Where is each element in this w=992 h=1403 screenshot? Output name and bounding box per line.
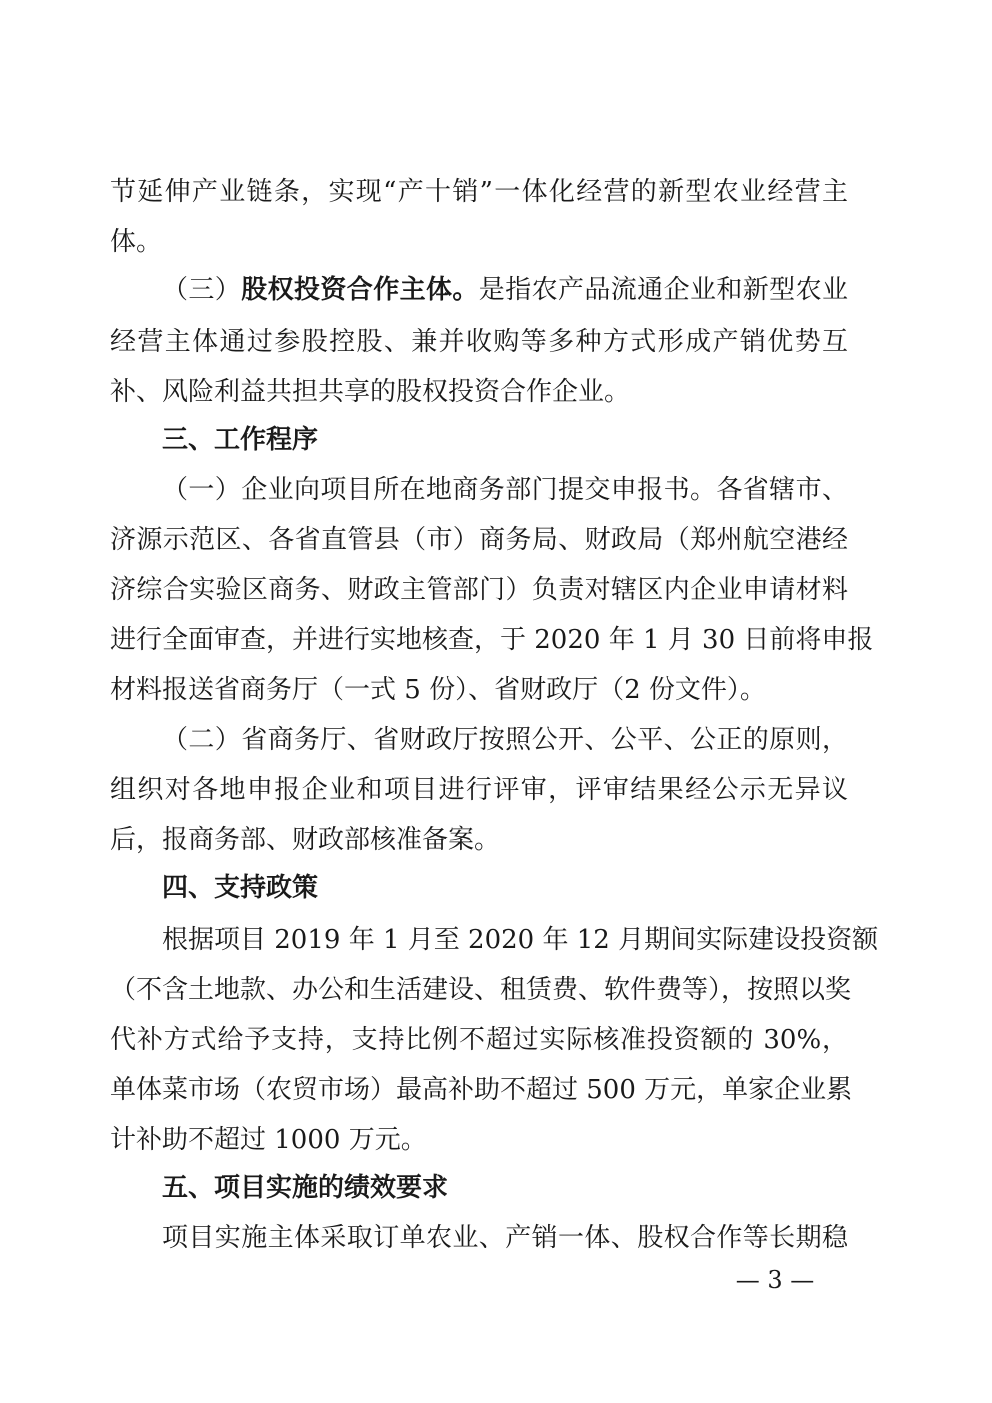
section-heading: 四、支持政策 [162, 873, 319, 903]
paragraph-line: 项目实施主体采取订单农业、产销一体、股权合作等长期稳 [162, 1223, 848, 1253]
paragraph-line: 单体菜市场（农贸市场）最高补助不超过 500 万元，单家企业累 [110, 1075, 853, 1105]
bold-term: 股权投资合作主体。 [241, 275, 479, 305]
section-heading: 三、工作程序 [162, 425, 319, 455]
paragraph-line: 根据项目 2019 年 1 月至 2020 年 12 月期间实际建设投资额 [162, 925, 879, 955]
section-label: （三） [162, 275, 242, 305]
paragraph-line [162, 270, 848, 310]
paragraph-line: 组织对各地申报企业和项目进行评审，评审结果经公示无异议 [110, 775, 848, 805]
paragraph-line: 经营主体通过参股控股、兼并收购等多种方式形成产销优势互 [110, 327, 848, 357]
paragraph-line: 后，报商务部、财政部核准备案。 [110, 825, 501, 855]
paragraph-line: 补、风险利益共担共享的股权投资合作企业。 [110, 377, 631, 407]
paragraph-line: （二）省商务厅、省财政厅按照公开、公平、公正的原则， [162, 725, 848, 755]
paragraph-line: 节延伸产业链条，实现“产十销”一体化经营的新型农业经营主 [110, 177, 848, 207]
paragraph-line: （一）企业向项目所在地商务部门提交申报书。各省辖市、 [162, 475, 848, 505]
paragraph-text: 是指农产品流通企业和新型农业 [478, 275, 848, 305]
paragraph-line: （不含土地款、办公和生活建设、租赁费、软件费等），按照以奖 [110, 975, 852, 1005]
paragraph-line: 进行全面审查，并进行实地核查，于 2020 年 1 月 30 日前将申报 [110, 625, 874, 655]
section-heading: 五、项目实施的绩效要求 [162, 1173, 449, 1203]
paragraph-line: 材料报送省商务厅（一式 5 份）、省财政厅（2 份文件）。 [110, 675, 766, 705]
paragraph-line: 体。 [110, 227, 163, 257]
paragraph-line: 济综合实验区商务、财政主管部门）负责对辖区内企业申请材料 [110, 575, 848, 605]
paragraph-line: 济源示范区、各省直管县（市）商务局、财政局（郑州航空港经 [110, 525, 848, 555]
paragraph-line: 代补方式给予支持，支持比例不超过实际核准投资额的 30%， [110, 1025, 848, 1055]
page-number: — 3 — [735, 1266, 815, 1294]
paragraph-line: 计补助不超过 1000 万元。 [110, 1125, 427, 1155]
